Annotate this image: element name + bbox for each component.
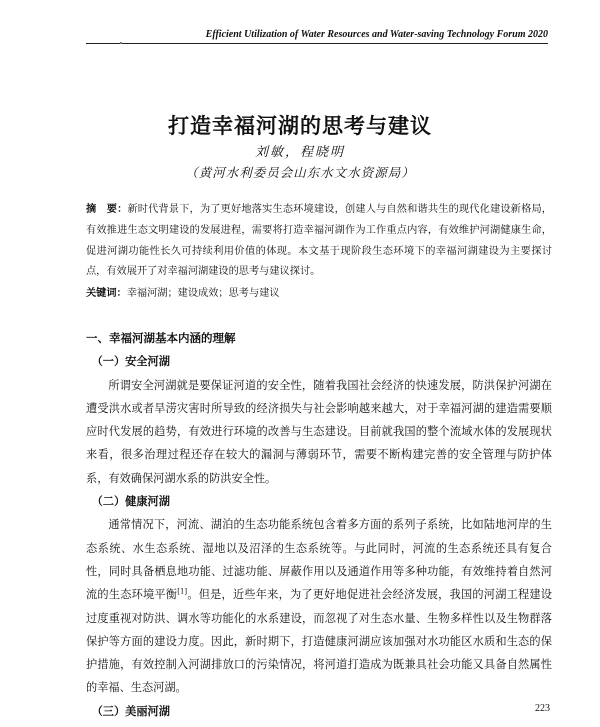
subsection-heading-healthy: （二）健康河湖	[91, 495, 170, 509]
page-number: 223	[535, 703, 550, 714]
subsection-heading-safe: （一）安全河湖	[91, 355, 170, 369]
keywords-label: 关键词：	[86, 288, 127, 299]
paragraph-healthy-part-a: 通常情况下，河流、湖泊的生态功能系统包含着多方面的系列子系统，比如陆地河岸的生态系统、水生态系统、湿地以及沼泽的生态系统等。与此同时，河流的生态系统还具有复合性，同时具备栖息地功能、过滤功能、屏蔽作用以及通道作用等多种功能，有效维持着自然河流的生态环境平衡	[86, 518, 552, 602]
affiliation: （黄河水利委员会山东水文水资源局）	[185, 165, 415, 180]
abstract-text: 新时代背景下，为了更好地落实生态环境建设，创建人与自然和谐共生的现代化建设新格局，有效推进生态文明建设的发展进程，需要将打造幸福河湖作为工作重点内容，有效维护河湖健康生命，促进河湖功能性长久可持续利用价值的体现。本文基于现阶段生态环境下的幸福河湖建设为主要探讨点，有效展开了对幸福河湖建设的思考与建议探讨。	[86, 204, 552, 278]
keywords-text: 幸福河湖；建设成效；思考与建议	[126, 288, 280, 299]
subsection-heading-beautiful: （三）美丽河湖	[91, 704, 170, 718]
paragraph-healthy-rivers	[86, 513, 552, 699]
paper-title: 打造幸福河湖的思考与建议	[168, 114, 432, 138]
paragraph-healthy-part-b: 。但是，近些年来，为了更好地促进社会经济发展，我国的河湖工程建设过度重视对防洪、调水等功能化的水系建设，而忽视了对生态水量、生物多样性以及生物群落保护等方面的建设力度。因此，新时期下，打造健康河湖应该加强对水功能区水质和生态的保护措施，有效控制入河湖排放口的污染情况，将河道打造成为既兼具社会功能又具备自然属性的幸福、生态河湖。	[86, 588, 552, 695]
abstract	[86, 200, 552, 283]
author-list: 刘敏，程晓明	[254, 145, 345, 160]
section-heading-1: 一、幸福河湖基本内涵的理解	[86, 331, 236, 345]
body-text	[86, 327, 552, 723]
scan-speck	[120, 42, 122, 44]
citation-ref[interactable]: [1]	[177, 587, 188, 596]
keywords	[86, 285, 552, 303]
abstract-label: 摘 要：	[86, 204, 128, 215]
running-header: Efficient Utilization of Water Resources and Water-saving Technology Forum 2020	[86, 29, 548, 44]
paragraph-safe-rivers: 所谓安全河湖就是要保证河道的安全性，随着我国社会经济的快速发展，防洪保护河湖在遭受洪水或者旱涝灾害时所导致的经济损失与社会影响越来越大，对于幸福河湖的建造需要顺应时代发展的趋势，有效进行环境的改善与生态建设。目前就我国的整个流域水体的发展现状来看，很多治理过程还存在较大的漏洞与薄弱环节，需要不断构建完善的安全管理与防护体系，有效确保河湖水系的防洪安全性。	[86, 378, 552, 485]
